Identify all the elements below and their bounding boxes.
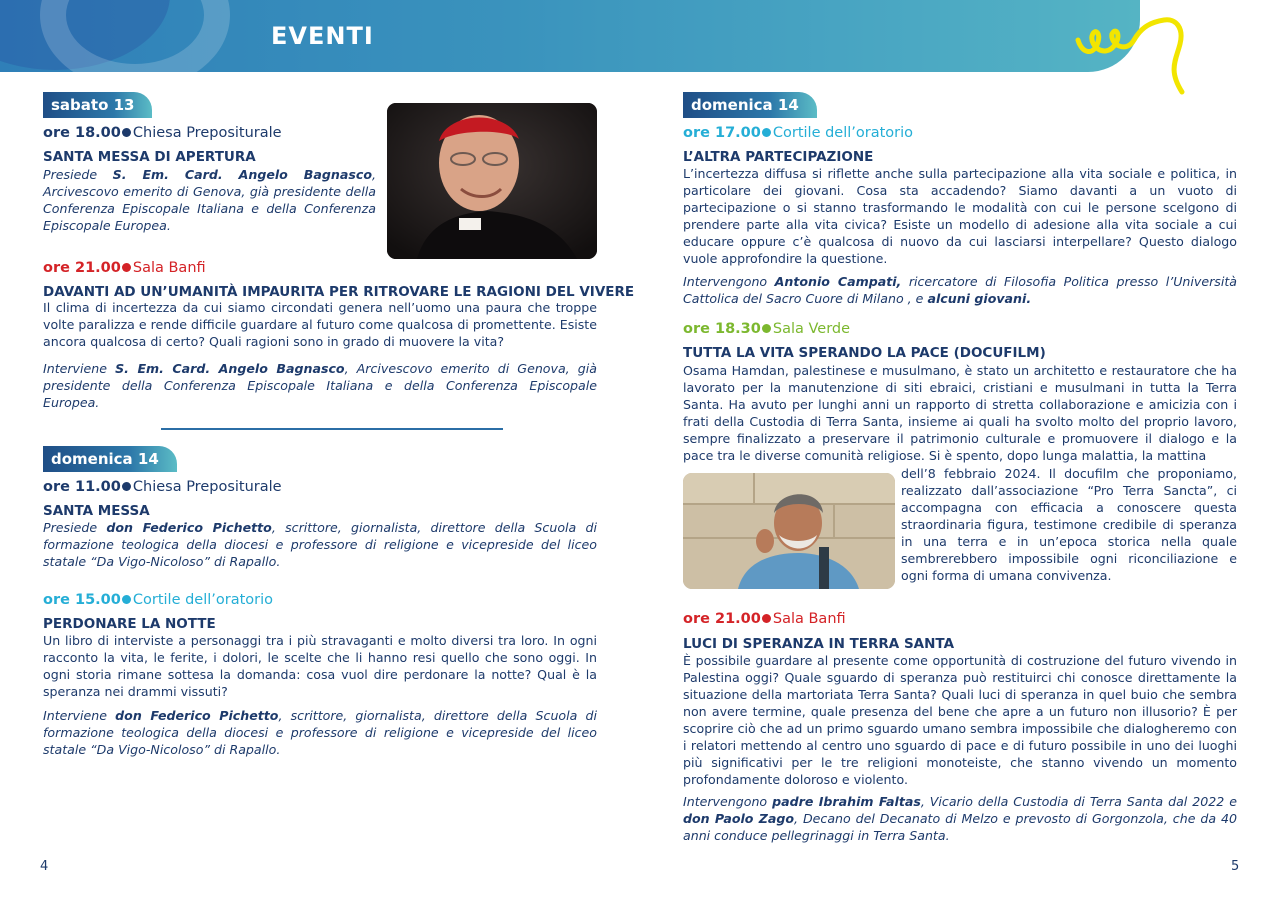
event-time: ore 17.00	[683, 125, 761, 141]
event-speakers	[43, 360, 597, 411]
event-time-line	[683, 611, 846, 627]
event-place: Cortile dell’oratorio	[772, 125, 914, 141]
day-label-domenica: domenica 14	[43, 446, 177, 472]
event-place: Chiesa Prepositurale	[132, 125, 282, 141]
speaker-name: S. Em. Card. Angelo Bagnasco	[115, 361, 345, 376]
speaker-intro: Presiede	[43, 167, 98, 182]
event-description: Osama Hamdan, palestinese e musulmano, è stato un architetto e restauratore che ha lavorato per la manutenzione di siti ebraici, cristiani e musulmani in tutta la Terra Santa. Ha avuto per lunghi anni un rapporto di stretta collaborazione e amicizia con i frati della Custodia di Terra Santa, insieme ai quali ha svolto molto del proprio lavoro, sempre finalizzato a preservare il patrimonio culturale e promuovere il dialogo e la pace tra le diverse comunità religiose. Si è spento, dopo lunga malattia, la mattina	[683, 363, 1237, 463]
speaker-name: don Federico Pichetto	[115, 708, 279, 723]
speaker-bio: , Arcivescovo emerito di Genova, già presidente della Conferenza Episcopale Italiana e della Conferenza Episcopale Europea.	[43, 361, 597, 410]
event-title: TUTTA LA VITA SPERANDO LA PACE (DOCUFILM)	[683, 345, 1046, 361]
bullet-dot	[122, 128, 131, 137]
event-description: È possibile guardare al presente come opportunità di costruzione del futuro vivendo in Palestina oggi? Quale sguardo di speranza può restituirci chi conosce direttamente la situazione della martoriata Terra Santa? Quali luci di speranza in quel buio che sembra non avere termine, quale presenza del bene che apre a un futuro non illusorio? È per scoprire ciò che ad un primo sguardo umano sembra impossibile che dialogheremo con i relatori mettendo al centro uno sguardo di pace e di futuro possibile in uno dei luoghi più significativi per le tre religioni monoteiste, che stanno vivendo un momento profondamente doloroso e violento.	[683, 653, 1237, 787]
speaker-bio: ricercatore di Filosofia Politica presso l’Università Cattolica del Sacro Cuore di Milano , e	[683, 274, 1238, 306]
page-number-left: 4	[40, 859, 49, 874]
event-description: L’incertezza diffusa si riflette anche sulla partecipazione alla vita sociale e politica, in particolare dei giovani. Cosa sta accadendo? Siamo davanti a un vuoto di partecipazione o si stanno trasformando le modalità con cui le persone scelgono di prendere parte alla vita civica? Esiste un modello di adesione alla vita sociale a cui educare oppure c’è qualcosa di nuovo da cui lasciarsi interpellare? Questo dialogo vuole approfondire la questione.	[683, 166, 1237, 266]
event-description-side: dell’8 febbraio 2024. Il docufilm che proponiamo, realizzato dall’associazione “Pro Terra Sancta”, ci accompagna con efficacia a conoscere questa straordinaria figura, testimone credibile di speranza in una terra e in un’epoca storica nella quale sembrerebbero impossibile ogni riconciliazione e ogni forma di umana convivenza.	[901, 466, 1237, 583]
event-title: SANTA MESSA	[43, 503, 150, 519]
speaker-name: don Federico Pichetto	[106, 520, 272, 535]
speaker-name: padre Ibrahim Faltas	[772, 794, 921, 809]
page-number-right: 5	[1231, 859, 1240, 874]
event-time: ore 15.00	[43, 592, 121, 608]
bullet-dot	[762, 324, 771, 333]
event-time-line	[43, 260, 206, 276]
speaker-bio: , Arcivescovo emerito di Genova, già presidente della Conferenza Episcopale Italiana e della Conferenza Episcopale Europea.	[43, 167, 376, 233]
event-speakers	[683, 273, 1237, 307]
bullet-dot	[122, 263, 131, 272]
day-label-domenica: domenica 14	[683, 92, 817, 118]
speaker-bio: , Vicario della Custodia di Terra Santa dal 2022 e	[920, 794, 1237, 809]
speaker-intro: Intervengono	[683, 794, 768, 809]
speaker-intro: Presiede	[43, 520, 98, 535]
speaker-name: S. Em. Card. Angelo Bagnasco	[112, 167, 372, 182]
event-title: SANTA MESSA DI APERTURA	[43, 149, 256, 165]
cardinal-photo	[387, 103, 597, 259]
event-time-line	[43, 125, 282, 141]
osama-hamdan-photo	[683, 473, 895, 589]
bullet-dot	[122, 482, 131, 491]
section-divider	[161, 428, 503, 430]
speaker-name: alcuni giovani.	[927, 291, 1032, 306]
event-speakers	[43, 166, 376, 234]
event-time-line	[683, 125, 913, 141]
event-title: L’ALTRA PARTECIPAZIONE	[683, 149, 874, 165]
event-place: Sala Banfi	[132, 260, 206, 276]
event-place: Sala Verde	[772, 321, 851, 337]
event-place: Sala Banfi	[772, 611, 846, 627]
speaker-bio: , scrittore, giornalista, direttore della Scuola di formazione teologica della diocesi e professore di religione e vicepreside del liceo statale “Da Vigo-Nicoloso” di Rapallo.	[43, 520, 598, 569]
event-time: ore 18.00	[43, 125, 121, 141]
header-banner	[0, 0, 1140, 72]
speaker-name: don Paolo Zago	[683, 811, 795, 826]
event-speakers	[43, 707, 597, 758]
event-time: ore 11.00	[43, 479, 121, 495]
day-label-sabato: sabato 13	[43, 92, 152, 118]
speaker-intro: Interviene	[43, 708, 107, 723]
event-time: ore 18.30	[683, 321, 761, 337]
event-title: LUCI DI SPERANZA IN TERRA SANTA	[683, 636, 955, 652]
bullet-dot	[762, 128, 771, 137]
event-time: ore 21.00	[43, 260, 121, 276]
event-description: Un libro di interviste a personaggi tra i più stravaganti e molto diversi tra loro. In ogni racconto la vita, le ferite, i dolori, le scelte che li hanno resi quello che sono oggi. In ogni storia rimane sottesa la domanda: cosa vuol dire perdonare la notte? Qual è la speranza nei drammi vissuti?	[43, 633, 597, 699]
speaker-intro: Intervengono	[683, 274, 768, 289]
bullet-dot	[122, 595, 131, 604]
speaker-bio: , scrittore, giornalista, direttore della Scuola di formazione teologica della diocesi e professore di religione e vicepreside del liceo statale “Da Vigo-Nicoloso” di Rapallo.	[43, 708, 597, 757]
squiggle-decoration	[1072, 14, 1196, 98]
speaker-intro: Interviene	[43, 361, 107, 376]
event-title: DAVANTI AD UN’UMANITÀ IMPAURITA PER RITROVARE LE RAGIONI DEL VIVERE	[43, 284, 635, 300]
banner-swirl	[40, 0, 230, 72]
event-time-line	[43, 592, 273, 608]
event-description: Il clima di incertezza da cui siamo circondati genera nell’uomo una paura che troppe volte paralizza e rende difficile guardare al futuro come qualcosa di promettente. Esiste ancora qualcosa di certo? Quali ragioni sono in grado di muovere la vita?	[43, 300, 597, 349]
page-title: EVENTI	[271, 22, 374, 50]
event-speakers	[683, 793, 1237, 844]
bullet-dot	[762, 614, 771, 623]
event-title: PERDONARE LA NOTTE	[43, 616, 216, 632]
event-speakers	[43, 519, 597, 570]
event-place: Cortile dell’oratorio	[132, 592, 274, 608]
event-time-line	[43, 479, 282, 495]
speaker-name: Antonio Campati,	[774, 274, 902, 289]
speaker-bio: , Decano del Decanato di Melzo e prevosto di Gorgonzola, che da 40 anni conduce pellegrinaggi in Terra Santa.	[683, 811, 1237, 843]
event-time: ore 21.00	[683, 611, 761, 627]
event-time-line	[683, 321, 850, 337]
event-place: Chiesa Prepositurale	[132, 479, 282, 495]
